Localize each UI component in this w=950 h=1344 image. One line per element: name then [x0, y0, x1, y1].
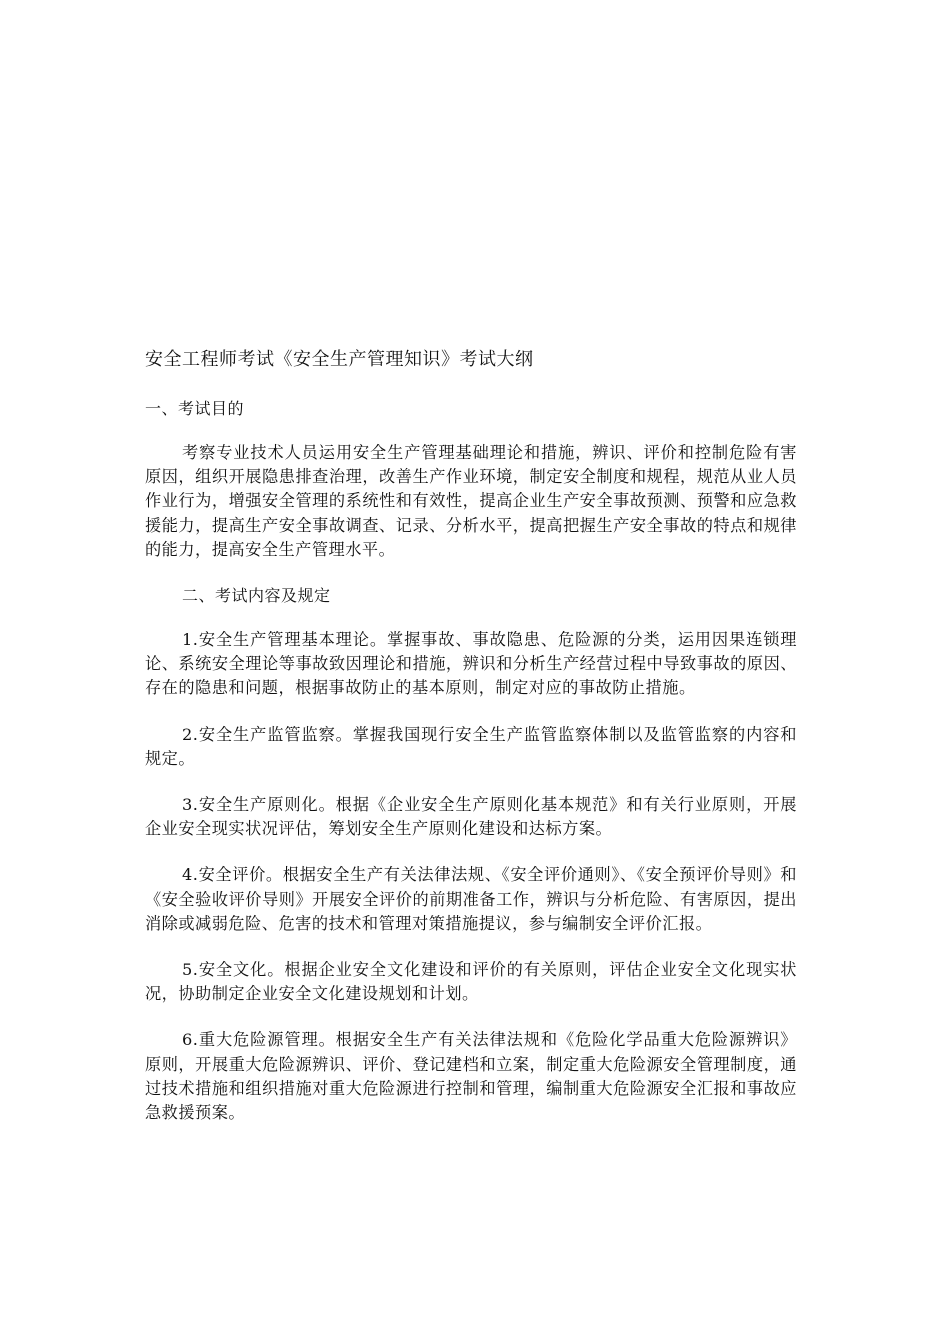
content-item-1: 1.安全生产管理基本理论。掌握事故、事故隐患、危险源的分类，运用因果连锁理论、系统安全理论等事故致因理论和措施，辨识和分析生产经营过程中导致事故的原因、存在的隐患和问题，根据事故防止的基本原则，制定对应的事故防止措施。 [145, 630, 797, 698]
content-item-4: 4.安全评价。根据安全生产有关法律法规、《安全评价通则》、《安全预评价导则》和《安全验收评价导则》开展安全评价的前期准备工作，辨识与分析危险、有害原因，提出消除或减弱危险、危害的技术和管理对策措施提议，参与编制安全评价汇报。 [145, 865, 797, 933]
content-item-5: 5.安全文化。根据企业安全文化建设和评价的有关原则，评估企业安全文化现实状况，协助制定企业安全文化建设规划和计划。 [145, 960, 797, 1004]
section-heading-content: 二、考试内容及规定 [182, 586, 331, 606]
document-title: 安全工程师考试《安全生产管理知识》考试大纲 [145, 349, 534, 370]
content-item-2: 2.安全生产监管监察。掌握我国现行安全生产监管监察体制以及监管监察的内容和规定。 [145, 724, 797, 768]
content-item-3: 3.安全生产原则化。根据《企业安全生产原则化基本规范》和有关行业原则，开展企业安全现实状况评估，筹划安全生产原则化建设和达标方案。 [145, 795, 797, 839]
content-item-6: 6.重大危险源管理。根据安全生产有关法律法规和《危险化学品重大危险源辨识》原则，开展重大危险源辨识、评价、登记建档和立案，制定重大危险源安全管理制度，通过技术措施和组织措施对重大危险源进行控制和管理，编制重大危险源安全汇报和事故应急救援预案。 [145, 1030, 797, 1123]
section-heading-purpose: 一、考试目的 [145, 399, 245, 418]
purpose-paragraph: 考察专业技术人员运用安全生产管理基础理论和措施，辨识、评价和控制危险有害原因，组织开展隐患排查治理，改善生产作业环境，制定安全制度和规程，规范从业人员作业行为，增强安全管理的系统性和有效性，提高企业生产安全事故预测、预警和应急救援能力，提高生产安全事故调查、记录、分析水平，提高把握生产安全事故的特点和规律的能力，提高安全生产管理水平。 [145, 443, 797, 559]
document-body [145, 345, 797, 1147]
